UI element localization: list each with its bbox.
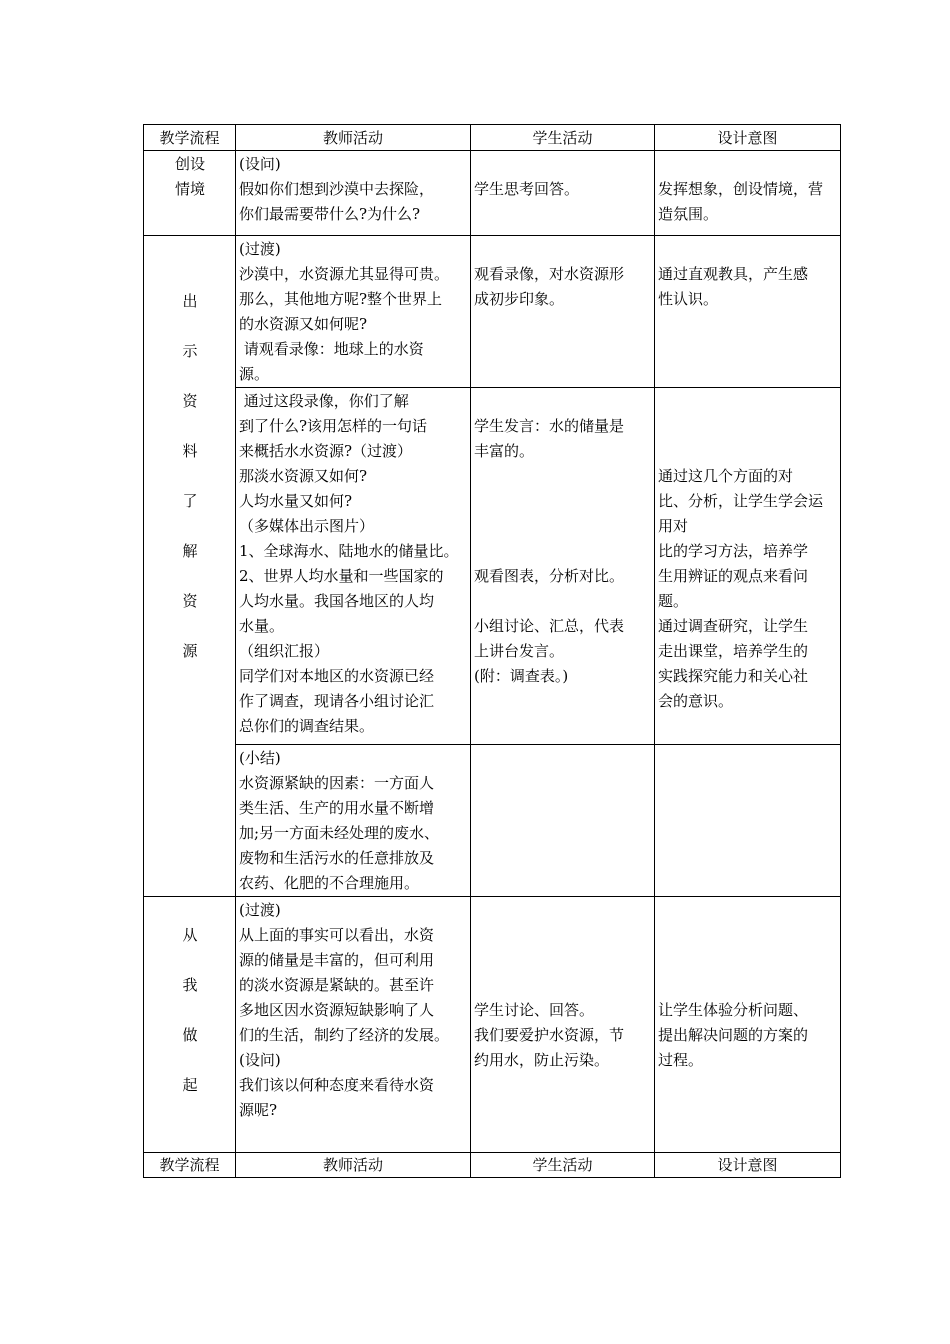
stage-cell: 创设 情境 bbox=[144, 151, 236, 236]
lesson-plan-table bbox=[143, 124, 841, 1178]
footer-header-row bbox=[144, 1153, 841, 1178]
footer-student-activity: 学生活动 bbox=[471, 1153, 655, 1178]
header-teacher-activity: 教师活动 bbox=[236, 125, 471, 151]
student-cell: 学生发言：水的储量是 丰富的。 观看图表，分析对比。 小组讨论、汇总，代表 上讲台发言。 (附：调查表。) bbox=[471, 388, 655, 745]
student-cell: 学生讨论、回答。 我们要爱护水资源，节 约用水，防止污染。 bbox=[471, 897, 655, 1153]
header-student-activity: 学生活动 bbox=[471, 125, 655, 151]
stage-cell: 从 我 做 起 bbox=[144, 897, 236, 1153]
intent-cell: 通过这几个方面的对 比、分析，让学生学会运 用对 比的学习方法，培养学 生用辨证的观点来看问 题。 通过调查研究，让学生 走出课堂，培养学生的 实践探究能力和关心社 会的意识。 bbox=[655, 388, 841, 745]
stage-cell: 出 示 资 料 了 解 资 源 bbox=[144, 236, 236, 897]
table-row bbox=[144, 745, 841, 897]
table-row bbox=[144, 388, 841, 745]
footer-process: 教学流程 bbox=[144, 1153, 236, 1178]
teacher-cell: 通过这段录像，你们了解 到了什么?该用怎样的一句话 来概括水水资源?（过渡） 那淡水资源又如何? 人均水量又如何? （多媒体出示图片） 1、全球海水、陆地水的储量比。 2、世界人均水量和一些国家的 人均水量。我国各地区的人均 水量。 （组织汇报） 同学们对本地区的水资源已经 作了调查，现请各小组讨论汇 总你们的调查结果。 bbox=[236, 388, 471, 745]
teacher-cell: (设问) 假如你们想到沙漠中去探险， 你们最需要带什么?为什么? bbox=[236, 151, 471, 236]
footer-design-intent: 设计意图 bbox=[655, 1153, 841, 1178]
intent-cell: 通过直观教具，产生感 性认识。 bbox=[655, 236, 841, 388]
teacher-cell: (过渡) 沙漠中，水资源尤其显得可贵。 那么，其他地方呢?整个世界上 的水资源又如何呢? 请观看录像：地球上的水资 源。 bbox=[236, 236, 471, 388]
header-process: 教学流程 bbox=[144, 125, 236, 151]
table-row bbox=[144, 151, 841, 236]
intent-cell: 让学生体验分析问题、 提出解决问题的方案的 过程。 bbox=[655, 897, 841, 1153]
header-design-intent: 设计意图 bbox=[655, 125, 841, 151]
teacher-cell: (过渡) 从上面的事实可以看出，水资 源的储量是丰富的，但可利用 的淡水资源是紧缺的。甚至许 多地区因水资源短缺影响了人 们的生活，制约了经济的发展。 (设问) 我们该以何种态度来看待水资 源呢? bbox=[236, 897, 471, 1153]
student-cell bbox=[471, 745, 655, 897]
student-cell: 学生思考回答。 bbox=[471, 151, 655, 236]
teacher-cell: (小结) 水资源紧缺的因素：一方面人 类生活、生产的用水量不断增 加;另一方面未经处理的废水、 废物和生活污水的任意排放及 农药、化肥的不合理施用。 bbox=[236, 745, 471, 897]
footer-teacher-activity: 教师活动 bbox=[236, 1153, 471, 1178]
table-row bbox=[144, 897, 841, 1153]
table-row bbox=[144, 236, 841, 388]
intent-cell: 发挥想象，创设情境，营 造氛围。 bbox=[655, 151, 841, 236]
student-cell: 观看录像，对水资源形 成初步印象。 bbox=[471, 236, 655, 388]
header-row bbox=[144, 125, 841, 151]
intent-cell bbox=[655, 745, 841, 897]
